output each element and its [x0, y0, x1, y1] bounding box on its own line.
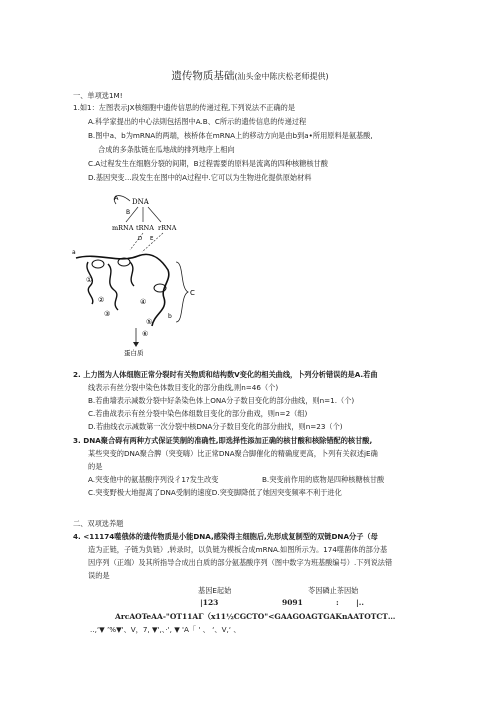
q3-line-3: 的是 — [88, 462, 103, 471]
arrow-to-rrna — [148, 207, 161, 222]
label-n5: ⑤ — [146, 318, 153, 326]
label-trna: tRNA — [136, 224, 154, 232]
label-dna: DNA — [132, 198, 149, 206]
q3-line-1: 3. DNA聚合碍有两种方式保证笑制的准确性,即选择性添加正确的核甘酸和核除错配的核甘酸, — [73, 436, 373, 445]
q4-line-1: 4. <11174噬俄体的遗传物质是小能DNA,感染得主细胞后,先形成复制型的双链DNA分子（母 — [73, 532, 378, 541]
q2-line-2: 线表示有丝分裂中染色体数目变化的部分曲线,则n=46（个) — [88, 383, 279, 392]
q3-option-a: A.突变他中的氨基酸序列没彳1?发生改变 — [88, 475, 219, 484]
dna-sequence: ArcAOTeAA-"OT11AΓ（x11½CGCTO"<GAAGOAGTGAKnAATOTCT… — [115, 612, 396, 621]
section-2-heading: 二、双项选养题 — [73, 519, 124, 528]
section-1-heading: 一、单项选1M! — [73, 91, 123, 100]
label-n1: ① — [86, 276, 93, 284]
q1-stem: 1.如1：左图表示JX核细胞中遗传信思的传递过程,下列说法不正确的是 — [73, 103, 296, 112]
label-d: D — [138, 236, 143, 242]
q1-option-d: D.基因突变…段发生在图中的A过程中.它可以为生物进化提供原始材料 — [88, 173, 312, 182]
seq-number-1: |123 — [200, 598, 219, 607]
label-n6: ⑥ — [142, 330, 149, 338]
gene-expression-figure — [68, 192, 228, 362]
ribosome-1 — [92, 260, 104, 268]
gene-end-label: 苓因磷止茶因始 — [308, 586, 359, 595]
label-protein: 蛋白质 — [124, 349, 144, 357]
seq-number-3: : — [336, 598, 339, 607]
q2-option-c: C.若曲战表示有丝分裂中染色体组数目变化的部分曲戏，则n=2（组) — [88, 409, 308, 418]
q2-line-1: 2. 上力图为人体细胞正常分裂时有关物质和结构数V变化的相关曲线，卜列分析错误的是A.若曲 — [73, 370, 378, 379]
amino-acid-row: ..,‘▼ ’%▼'、V，7, ▼',、·', ▼ 'A「 ' 、 ‘、V,‘ 、 — [90, 625, 241, 634]
label-c: C — [190, 289, 195, 297]
q1-option-b: B.图中a、b为mRNA的两端，核桥体在mRNA上的移动方向是由b到a•所用原料是氨基酸, — [88, 131, 373, 140]
q1-option-a: A.科学家提出的中心法則包括图中A.B、C所示的遗传信息的传递过程 — [88, 117, 307, 126]
label-n3: ③ — [104, 310, 111, 318]
label-rrna: rRNA — [158, 224, 177, 232]
q3-line-2: 某些突变的DNA聚合脾（突变嗨）比正常DNA聚合脚催化的精确度更高，卜列有关叙述jE确 — [88, 449, 378, 458]
q2-option-d: D.若曲线衣示减数第一次分裂中核DNA分子数目变化的部分曲找，则n=23（个) — [88, 422, 343, 431]
q4-line-4: 误的是 — [88, 571, 110, 580]
q1-option-b-cont: 合成的多条肽链在瓜地战的排列地序上相向 — [98, 145, 235, 154]
q3-option-c-d: C.突变野极大地提离了DNA受制的速度D.突变脚降低了她因突变频率不利于进化 — [88, 488, 342, 497]
label-b: B — [126, 209, 131, 216]
polypeptide-2 — [108, 264, 118, 310]
label-end-b: b — [168, 313, 172, 320]
label-n4: ④ — [140, 298, 147, 306]
seq-number-4: |.. — [356, 598, 364, 607]
label-mrna: mRNA — [112, 224, 134, 232]
gene-start-label: 基因E起始 — [198, 586, 232, 595]
label-e: E — [150, 236, 154, 242]
brace-c — [176, 262, 188, 322]
seq-number-2: 9091 — [282, 598, 303, 607]
page-title — [0, 68, 500, 83]
q2-option-b: B.若曲墙表示减数分裂中好条染色体上ONA分子数目变化的部分曲线，则n=1.（个) — [88, 396, 355, 405]
q3-option-b: B.突变前作用的底物是四种核糖核甘酸 — [262, 475, 385, 484]
label-end-a: a — [72, 249, 76, 256]
polypeptide-3 — [130, 262, 134, 286]
q1-option-c: C.A过程发生在细胞分裂的间期，B过程需要的原料是流离的四种核糖核甘酸 — [88, 159, 328, 168]
arrowhead-protein — [133, 342, 139, 347]
title-main: 遗传物质基础 — [171, 70, 235, 82]
figure-svg — [68, 192, 228, 362]
title-sub: (汕头金中陈庆松老师提供) — [234, 72, 329, 81]
q4-line-3: 因序列（正端）及其所指导合成出白质的部分氨基酸序列（图中数字为班基酸编号）.下列说法错 — [88, 558, 393, 567]
q4-line-2: 造为正链，子链为负链）,转录时，以负链为模板合成mRNA.如图所示为。174噬菌体的部分基 — [88, 545, 388, 554]
label-a: A — [114, 194, 119, 202]
label-n2: ② — [98, 296, 105, 304]
